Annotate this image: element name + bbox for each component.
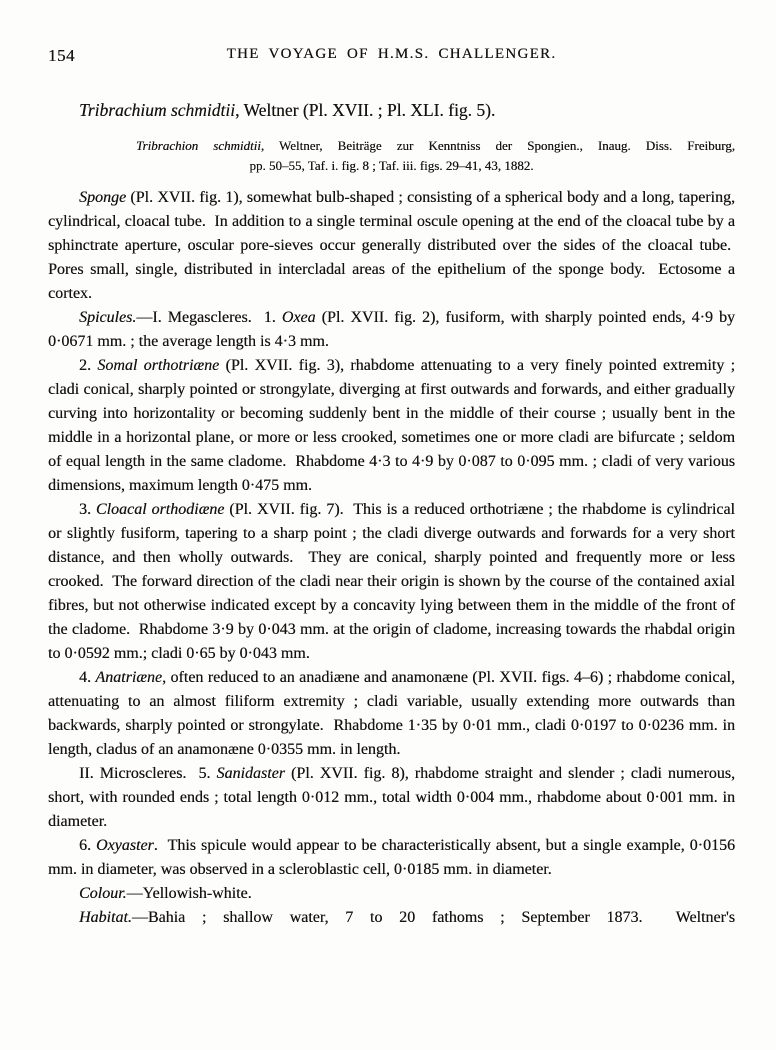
italic-run: Spicules. [79,309,137,326]
italic-run: Tribrachion schmidtii [136,138,261,153]
italic-run: Tribrachium schmidtii [79,100,236,120]
italic-run: Oxea [281,309,316,326]
text-run: (Pl. XVII. fig. 1), somewhat bulb-shaped ; consisting of a spherical body and a long, tapering, cylindrical, cloacal tube. In addition to a single terminal oscule opening at the end of the cloacal tube by a sphinctrate aperture, oscular pore-sieves occur generally distributed over the sides of the cloacal tube. Pores small, single, distributed in intercladal areas of the epithelium of the sponge body. Ectosome a cortex. [48,189,735,302]
paragraph [48,906,735,930]
paragraph [48,762,735,834]
citation-line [48,156,735,176]
paragraph [48,186,735,306]
italic-run: Oxyaster [96,837,154,854]
text-run: . This spicule would appear to be characteristically absent, but a single example, 0·0156 mm. in diameter, was observed in a scleroblastic cell, 0·0185 mm. in diameter. [48,837,735,878]
synonymy-citation [48,136,735,176]
species-heading [48,100,735,121]
italic-run: Cloacal orthodiæne [95,501,225,518]
paragraph [48,306,735,354]
text-run: pp. 50–55, Taf. i. fig. 8 ; Taf. iii. figs. 29–41, 43, 1882. [249,158,534,173]
running-head: THE VOYAGE OF H.M.S. CHALLENGER. [226,46,557,62]
italic-run: Colour. [79,885,127,902]
text-run: —Yellowish-white. [126,885,252,902]
text-run: 4. [79,669,96,686]
page-number: 154 [48,46,75,65]
text-run: II. Microscleres. 5. [79,765,217,782]
text-run: —I. Megascleres. 1. [136,309,282,326]
paragraph [48,666,735,762]
text-run: 2. [79,357,98,374]
text-run: (Pl. XVII. fig. 8), rhabdome straight and slender ; cladi numerous, short, with rounded ends ; total length 0·012 mm., total width 0·004 mm., rhabdome about 0·001 mm. in diameter. [48,765,736,830]
text-run: , Weltner (Pl. XVII. ; Pl. XLI. fig. 5). [235,100,496,120]
body-text [48,186,735,930]
text-run: 6. [79,837,97,854]
text-run: , Weltner, Beiträge zur Kenntniss der Spongien., Inaug. Diss. Freiburg, [260,138,735,153]
citation-line [48,136,735,156]
text-run: (Pl. XVII. fig. 7). This is a reduced orthotriæne ; the rhabdome is cylindrical or slightly fusiform, tapering to a sharp point ; the cladi diverge outwards and forwards for a very short distance, and then wholly outwards. They are conical, sharply pointed and frequently more or less crooked. The forward direction of the cladi near their origin is shown by the course of the contained axial fibres, but not otherwise indicated except by a concavity lying between them in the middle of the front of the cladome. Rhabdome 3·9 by 0·043 mm. at the origin of cladome, increasing towards the rhabdal origin to 0·0592 mm.; cladi 0·65 by 0·043 mm. [48,501,736,662]
text-run: (Pl. XVII. fig. 2), fusiform, with sharply pointed ends, 4·9 by 0·0671 mm. ; the average length is 4·3 mm. [48,309,735,350]
paragraph [48,354,735,498]
page-header [48,46,735,66]
paragraph [48,498,735,666]
italic-run: Anatriæne [95,669,163,686]
italic-run: Somal orthotriæne [97,357,220,374]
italic-run: Sanidaster [216,765,285,782]
italic-run: Sponge [79,189,127,206]
text-run: —Bahia ; shallow water, 7 to 20 fathoms ; September 1873. Weltner's [131,909,735,926]
paragraph [48,882,735,906]
text-run: 3. [79,501,96,518]
text-run: (Pl. XVII. fig. 3), rhabdome attenuating to a very finely pointed extremity ; cladi conical, sharply pointed or strongylate, diverging at first outwards and forwards, and either gradually curving into horizontality or becoming suddenly bent in the middle of their course ; usually bent in the middle in a horizontal plane, or more or less crooked, sometimes one or more cladi are bifurcate ; seldom of equal length in the same cladome. Rhabdome 4·3 to 4·9 by 0·087 to 0·095 mm. ; cladi of very various dimensions, maximum length 0·475 mm. [48,357,736,494]
paragraph [48,834,735,882]
italic-run: Habitat. [79,909,132,926]
text-run: , often reduced to an anadiæne and anamonæne (Pl. XVII. figs. 4–6) ; rhabdome conical, attenuating to an almost filiform extremity ; cladi variable, usually extending more outwards than backwards, sharply pointed or strongylate. Rhabdome 1·35 by 0·01 mm., cladi 0·0197 to 0·0236 mm. in length, cladus of an anamonæne 0·0355 mm. in length. [48,669,736,758]
